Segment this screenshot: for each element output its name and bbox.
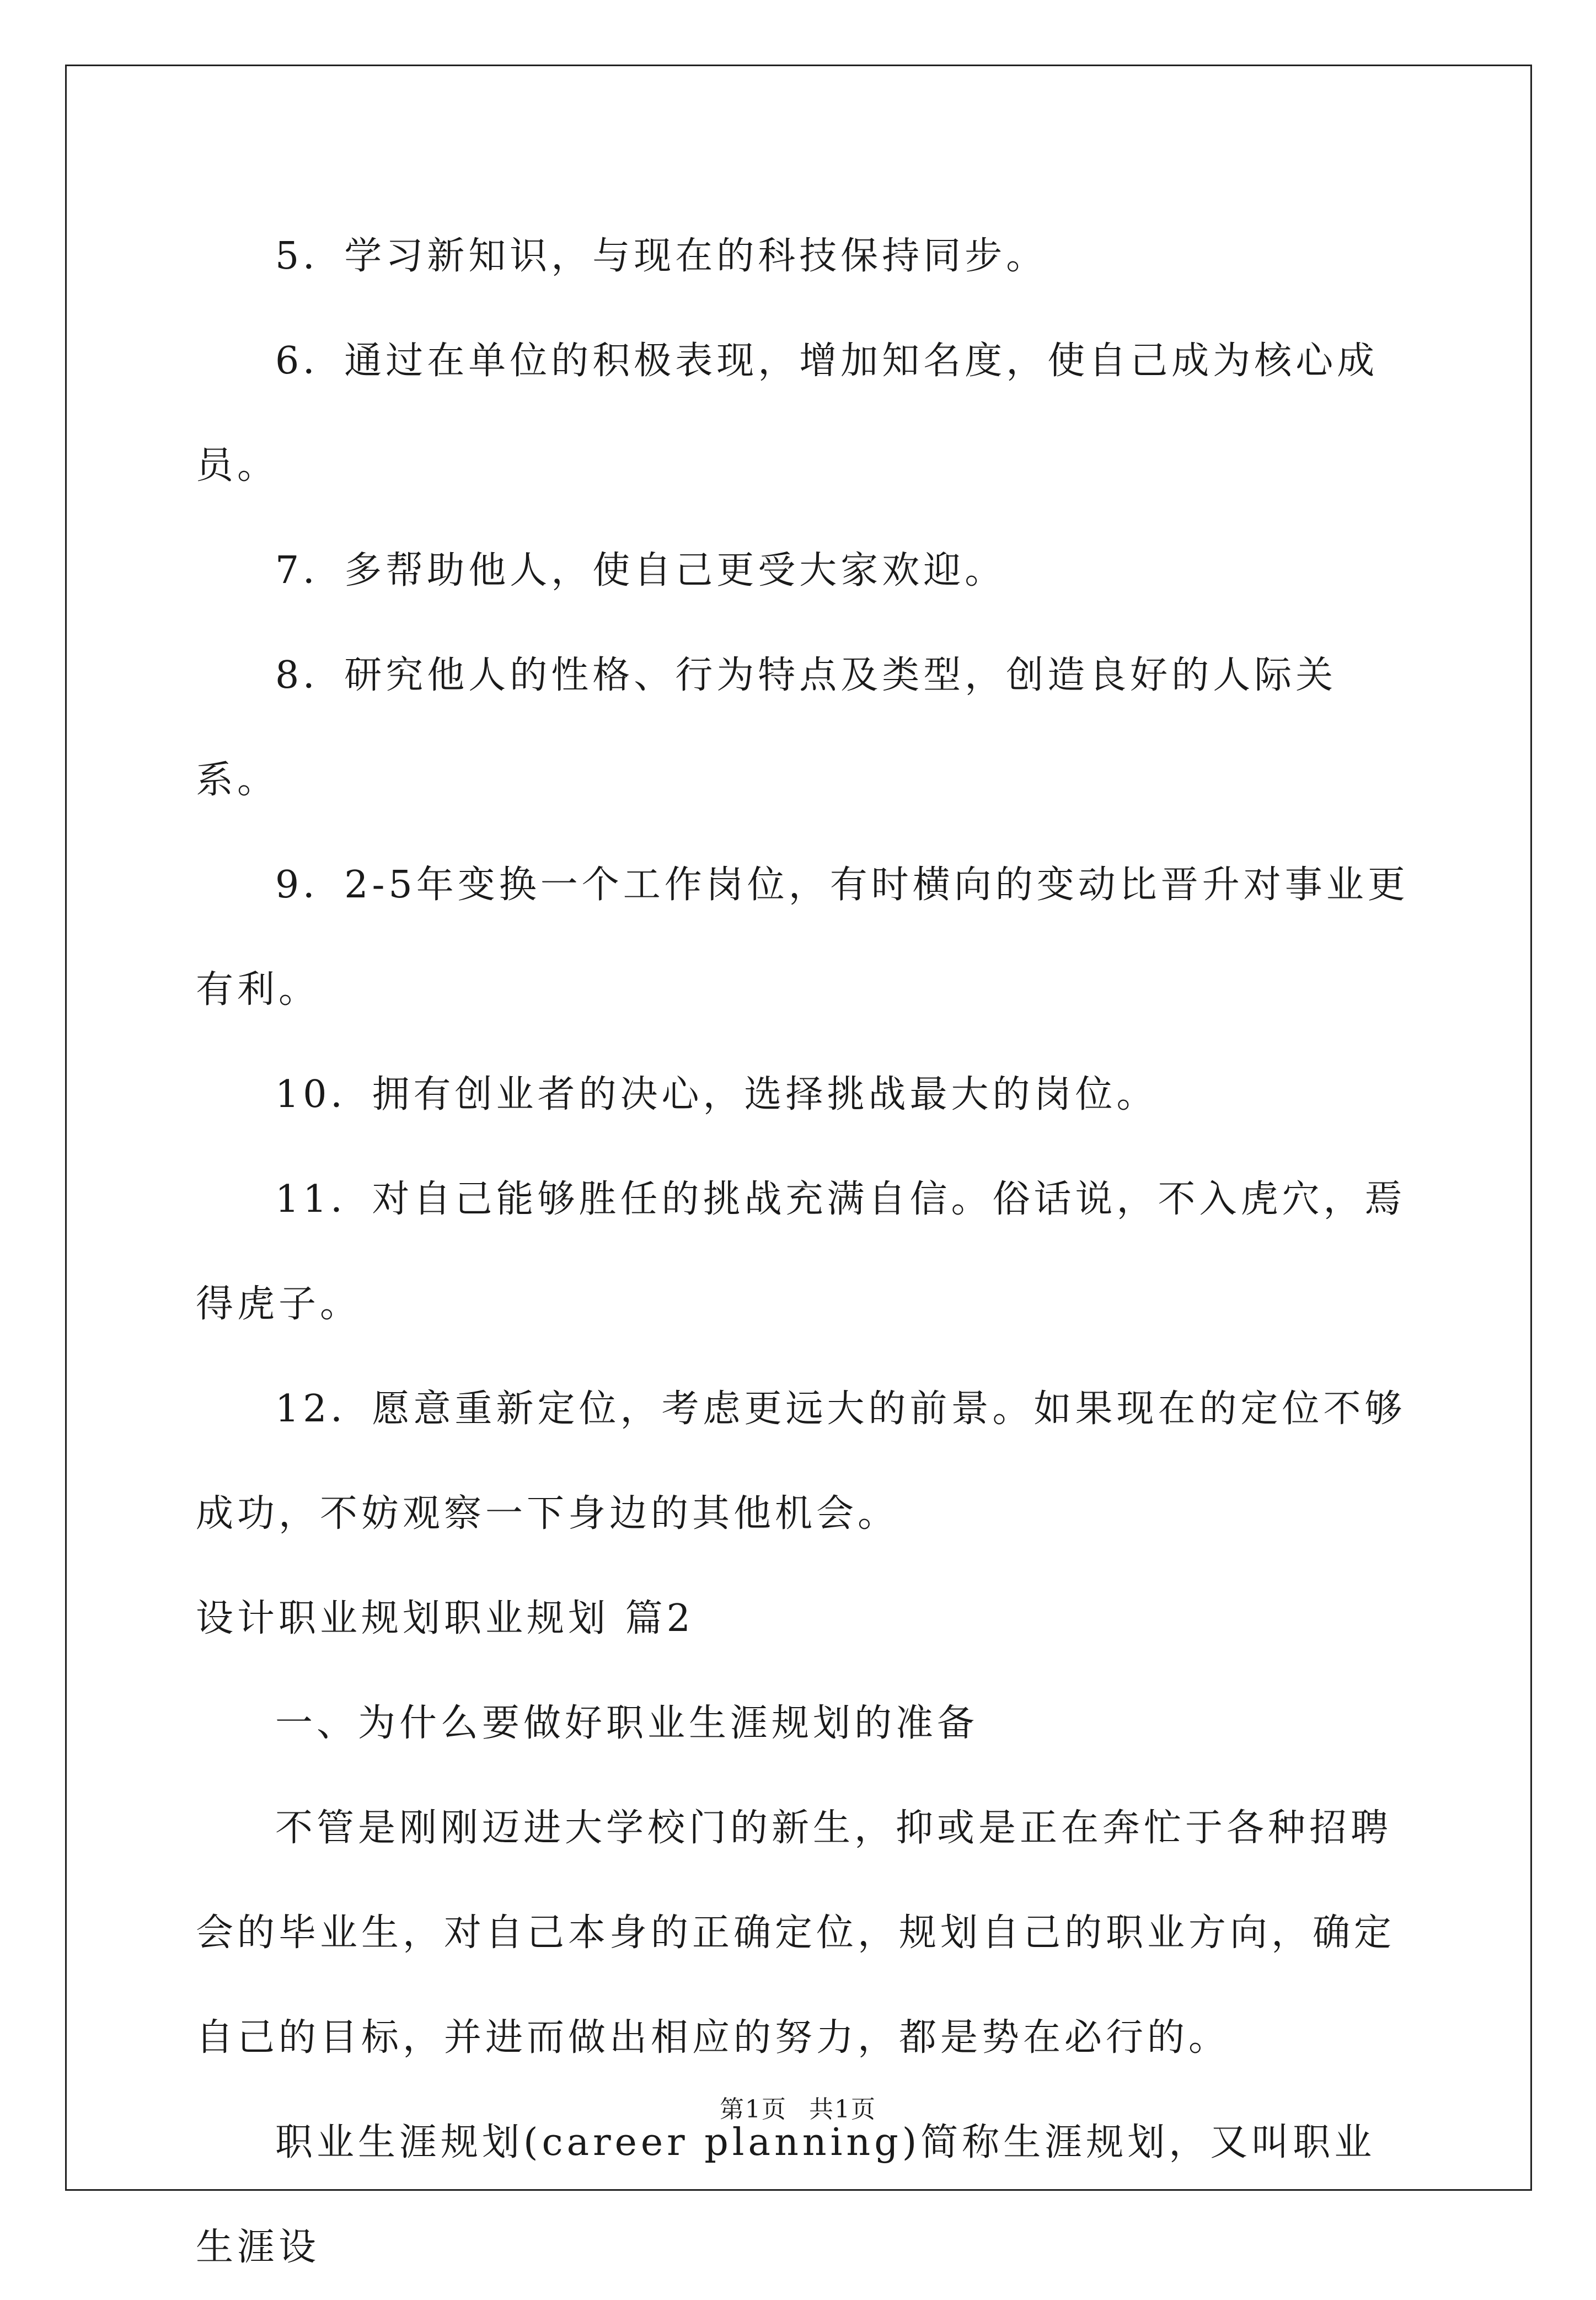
body-paragraph: 不管是刚刚迈进大学校门的新生，抑或是正在奔忙于各种招聘会的毕业生，对自己本身的正确定位，规划自己的职业方向，确定自己的目标，并进而做出相应的努力，都是势在必行的。 [196, 1806, 1396, 2060]
list-item-11: 11．对自己能够胜任的挑战充满自信。俗话说，不入虎穴，焉得虎子。 [196, 1178, 1406, 1326]
page-number: 第1页 [720, 2095, 787, 2124]
page-footer [0, 2093, 1596, 2126]
list-item-5: 5．学习新知识，与现在的科技保持同步。 [275, 234, 1048, 278]
page-total: 共1页 [809, 2095, 876, 2124]
list-item-12: 12．愿意重新定位，考虑更远大的前景。如果现在的定位不够成功，不妨观察一下身边的其他机会。 [196, 1387, 1406, 1536]
list-item-8: 8．研究他人的性格、行为特点及类型，创造良好的人际关系。 [196, 654, 1337, 802]
document-body [196, 204, 1412, 2300]
list-item-10: 10．拥有创业者的决心，选择挑战最大的岗位。 [275, 1073, 1158, 1116]
list-item-6: 6．通过在单位的积极表现，增加知名度，使自己成为核心成员。 [196, 339, 1379, 488]
section-heading: 设计职业规划职业规划 篇2 [196, 1597, 694, 1640]
subsection-title: 一、为什么要做好职业生涯规划的准备 [275, 1702, 979, 1745]
body-paragraph: 职业生涯规划(career planning)简称生涯规划，又叫职业生涯设 [196, 2121, 1376, 2269]
list-item-7: 7．多帮助他人，使自己更受大家欢迎。 [275, 549, 1006, 592]
list-item-9: 9．2-5年变换一个工作岗位，有时横向的变动比晋升对事业更有利。 [196, 863, 1409, 1012]
